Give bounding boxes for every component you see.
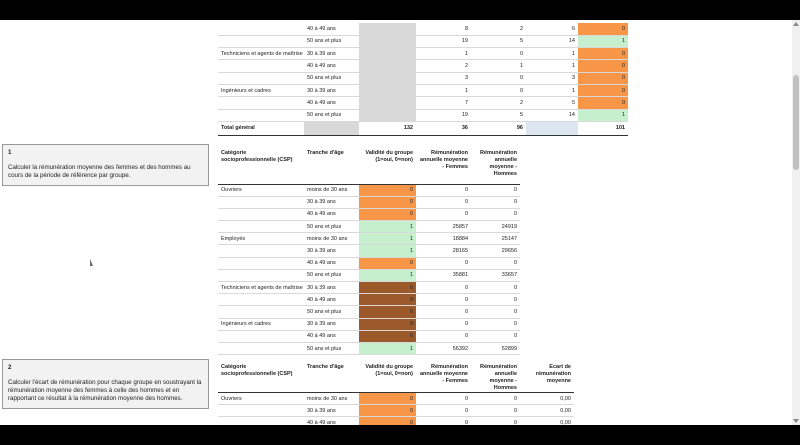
value-cell[interactable]: 3: [526, 72, 578, 84]
age-range-cell[interactable]: 30 à 39 ans: [304, 84, 359, 96]
value-cell[interactable]: 0: [359, 282, 416, 294]
value-cell[interactable]: 0: [578, 48, 628, 60]
value-cell[interactable]: 0: [416, 282, 471, 294]
table-row: [218, 393, 574, 405]
table-row: [218, 109, 628, 121]
category-cell[interactable]: [218, 208, 304, 220]
total-value-cell[interactable]: 101: [578, 121, 628, 135]
category-cell[interactable]: Employés: [218, 233, 304, 245]
value-cell[interactable]: 0: [416, 417, 471, 425]
value-cell[interactable]: 1: [526, 84, 578, 96]
category-cell[interactable]: [218, 330, 304, 342]
value-cell[interactable]: [359, 35, 416, 47]
value-cell[interactable]: 18884: [416, 233, 471, 245]
age-range-cell[interactable]: 30 à 39 ans: [304, 48, 359, 60]
table-row: [218, 23, 628, 35]
age-range-cell[interactable]: 50 ans et plus: [304, 342, 359, 354]
value-cell[interactable]: 56392: [416, 342, 471, 354]
value-cell[interactable]: 25857: [416, 221, 471, 233]
value-cell[interactable]: 0: [359, 306, 416, 318]
age-range-cell[interactable]: moins de 30 ans: [304, 233, 359, 245]
column-header[interactable]: Ecart de rémunération moyenne: [520, 364, 574, 393]
total-label[interactable]: Total général: [218, 121, 304, 135]
column-header[interactable]: Rémunération annuelle moyenne - Hommes: [471, 364, 520, 393]
instruction-box-2: [2, 359, 209, 409]
category-cell[interactable]: Techniciens et agents de maîtrise: [218, 282, 304, 294]
category-cell[interactable]: Ingénieurs et cadres: [218, 318, 304, 330]
instruction-number: 1: [8, 149, 12, 156]
age-range-cell[interactable]: 40 à 49 ans: [304, 208, 359, 220]
value-cell[interactable]: 1: [526, 60, 578, 72]
table-row: [218, 60, 628, 72]
table-row: [218, 245, 520, 257]
value-cell[interactable]: 0: [471, 417, 520, 425]
category-cell[interactable]: [218, 342, 304, 354]
age-range-cell[interactable]: 50 ans et plus: [304, 109, 359, 121]
value-cell[interactable]: [359, 72, 416, 84]
age-range-cell[interactable]: 40 à 49 ans: [304, 417, 359, 425]
scrollbar-thumb[interactable]: [793, 75, 799, 170]
category-cell[interactable]: [218, 35, 304, 47]
age-range-cell[interactable]: 40 à 49 ans: [304, 257, 359, 269]
value-cell[interactable]: 0: [578, 60, 628, 72]
column-header[interactable]: Rémunération annuelle moyenne - Femmes: [416, 150, 471, 184]
table-row: [218, 233, 520, 245]
value-cell[interactable]: 19: [416, 35, 471, 47]
value-cell[interactable]: 0: [359, 208, 416, 220]
value-cell[interactable]: 2: [471, 97, 526, 109]
value-cell[interactable]: 0,00: [520, 417, 574, 425]
value-cell[interactable]: 3: [416, 72, 471, 84]
value-cell[interactable]: 5: [471, 109, 526, 121]
instruction-box-1: [2, 144, 209, 186]
table-header-row: [218, 150, 520, 184]
value-cell[interactable]: 1: [471, 60, 526, 72]
value-cell[interactable]: [359, 97, 416, 109]
column-header[interactable]: Validité du groupe (1=oui, 0=non): [359, 150, 416, 184]
value-cell[interactable]: 14: [526, 109, 578, 121]
table-row: [218, 196, 520, 208]
category-cell[interactable]: [218, 294, 304, 306]
instruction-number: 2: [8, 364, 12, 371]
value-cell[interactable]: 35881: [416, 269, 471, 281]
value-cell[interactable]: 25147: [471, 233, 520, 245]
value-cell[interactable]: 0: [471, 196, 520, 208]
table-row: [218, 342, 520, 354]
value-cell[interactable]: 0: [471, 393, 520, 405]
table-row: [218, 330, 520, 342]
value-cell[interactable]: 0: [416, 294, 471, 306]
value-cell[interactable]: 1: [578, 35, 628, 47]
value-cell[interactable]: [359, 84, 416, 96]
category-cell[interactable]: [218, 97, 304, 109]
total-value-cell[interactable]: [526, 121, 578, 135]
value-cell[interactable]: 2: [471, 23, 526, 35]
value-cell[interactable]: 0: [471, 294, 520, 306]
table-row: [218, 72, 628, 84]
category-cell[interactable]: [218, 60, 304, 72]
value-cell[interactable]: 0: [359, 196, 416, 208]
value-cell[interactable]: 2: [416, 60, 471, 72]
table-row: [218, 84, 628, 96]
value-cell[interactable]: 0: [471, 330, 520, 342]
category-cell[interactable]: Ouvriers: [218, 393, 304, 405]
table-average-pay: [218, 150, 520, 355]
value-cell[interactable]: 0: [416, 318, 471, 330]
table-row: [218, 306, 520, 318]
value-cell[interactable]: 0: [359, 184, 416, 196]
video-letterbox-bottom: [0, 425, 800, 445]
age-range-cell[interactable]: 40 à 49 ans: [304, 294, 359, 306]
instruction-text: Calculer l'écart de rémunération pour chaque groupe en soustrayant la rémunération moyenne des femmes à celle des hommes et en rapportant ce résultat à la rémunération moyenne des hommes.: [8, 379, 202, 402]
value-cell[interactable]: 0: [416, 208, 471, 220]
value-cell[interactable]: 33657: [471, 269, 520, 281]
age-range-cell[interactable]: 40 à 49 ans: [304, 97, 359, 109]
mouse-cursor-icon: [90, 259, 93, 266]
category-cell[interactable]: [218, 306, 304, 318]
table-row: [218, 269, 520, 281]
table-row: [218, 405, 574, 417]
total-value-cell[interactable]: 132: [359, 121, 416, 135]
age-range-cell[interactable]: moins de 30 ans: [304, 393, 359, 405]
column-header[interactable]: Catégorie socioprofessionnelle (CSP): [218, 364, 304, 393]
table-row: [218, 48, 628, 60]
value-cell[interactable]: 0: [359, 330, 416, 342]
value-cell[interactable]: [359, 109, 416, 121]
age-range-cell[interactable]: moins de 30 ans: [304, 184, 359, 196]
value-cell[interactable]: 0: [578, 97, 628, 109]
value-cell[interactable]: 0: [471, 72, 526, 84]
value-cell[interactable]: 6: [526, 23, 578, 35]
age-range-cell[interactable]: 40 à 49 ans: [304, 60, 359, 72]
table-row: [218, 417, 574, 425]
table-row: [218, 282, 520, 294]
category-cell[interactable]: [218, 221, 304, 233]
table-row: [218, 35, 628, 47]
value-cell[interactable]: 1: [359, 221, 416, 233]
value-cell[interactable]: 1: [359, 245, 416, 257]
value-cell[interactable]: 0: [416, 330, 471, 342]
value-cell[interactable]: 19: [416, 109, 471, 121]
value-cell[interactable]: 0: [471, 208, 520, 220]
value-cell[interactable]: 0: [471, 318, 520, 330]
value-cell[interactable]: [359, 60, 416, 72]
vertical-scrollbar[interactable]: [792, 20, 800, 425]
age-range-cell[interactable]: 30 à 39 ans: [304, 318, 359, 330]
value-cell[interactable]: 0: [359, 393, 416, 405]
value-cell[interactable]: 14: [526, 35, 578, 47]
value-cell[interactable]: 7: [416, 97, 471, 109]
value-cell[interactable]: 29656: [471, 245, 520, 257]
category-cell[interactable]: [218, 109, 304, 121]
age-range-cell[interactable]: 40 à 49 ans: [304, 330, 359, 342]
value-cell[interactable]: 1: [578, 109, 628, 121]
table-row: [218, 257, 520, 269]
age-range-cell[interactable]: 50 ans et plus: [304, 306, 359, 318]
total-value-cell[interactable]: [304, 121, 359, 135]
age-range-cell[interactable]: 40 à 49 ans: [304, 23, 359, 35]
value-cell[interactable]: 0: [471, 257, 520, 269]
value-cell[interactable]: 28165: [416, 245, 471, 257]
age-range-cell[interactable]: 30 à 39 ans: [304, 196, 359, 208]
instruction-text: Calculer la rémunération moyenne des femmes et des hommes au cours de la période de référence par groupe.: [8, 164, 191, 179]
value-cell[interactable]: 0: [359, 318, 416, 330]
value-cell[interactable]: 0: [359, 405, 416, 417]
value-cell[interactable]: 0: [578, 72, 628, 84]
video-letterbox-top: [0, 0, 800, 20]
table-header-row: [218, 364, 574, 393]
age-range-cell[interactable]: 50 ans et plus: [304, 35, 359, 47]
value-cell[interactable]: 0: [416, 405, 471, 417]
age-range-cell[interactable]: 50 ans et plus: [304, 72, 359, 84]
value-cell[interactable]: 52899: [471, 342, 520, 354]
spreadsheet-page: [0, 20, 792, 425]
value-cell[interactable]: 0: [416, 196, 471, 208]
value-cell[interactable]: 0: [416, 393, 471, 405]
age-range-cell[interactable]: 50 ans et plus: [304, 269, 359, 281]
category-cell[interactable]: [218, 269, 304, 281]
total-value-cell[interactable]: 36: [416, 121, 471, 135]
value-cell[interactable]: 0: [578, 23, 628, 35]
category-cell[interactable]: Techniciens et agents de maîtrise: [218, 48, 304, 60]
value-cell[interactable]: 1: [359, 342, 416, 354]
column-header[interactable]: Tranche d'âge: [304, 150, 359, 184]
column-header[interactable]: Catégorie socioprofessionnelle (CSP): [218, 150, 304, 184]
table-row: [218, 318, 520, 330]
value-cell[interactable]: 1: [526, 48, 578, 60]
category-cell[interactable]: [218, 245, 304, 257]
table-row: [218, 221, 520, 233]
value-cell[interactable]: 0: [471, 282, 520, 294]
table-row: [218, 184, 520, 196]
column-header[interactable]: Rémunération annuelle moyenne - Hommes: [471, 150, 520, 184]
age-range-cell[interactable]: 30 à 39 ans: [304, 245, 359, 257]
category-cell[interactable]: [218, 23, 304, 35]
total-value-cell[interactable]: 96: [471, 121, 526, 135]
total-row: [218, 121, 628, 135]
category-cell[interactable]: [218, 196, 304, 208]
value-cell[interactable]: 0: [471, 306, 520, 318]
value-cell[interactable]: 24919: [471, 221, 520, 233]
table-row: [218, 97, 628, 109]
category-cell[interactable]: Ouvriers: [218, 184, 304, 196]
table-group-counts: [218, 23, 628, 136]
value-cell[interactable]: 0: [471, 84, 526, 96]
category-cell[interactable]: [218, 72, 304, 84]
scroll-up-icon[interactable]: [793, 22, 799, 26]
category-cell[interactable]: [218, 257, 304, 269]
value-cell[interactable]: 8: [416, 23, 471, 35]
column-header[interactable]: Tranche d'âge: [304, 364, 359, 393]
value-cell[interactable]: 0: [471, 184, 520, 196]
value-cell[interactable]: 0: [471, 405, 520, 417]
age-range-cell[interactable]: 30 à 39 ans: [304, 405, 359, 417]
table-row: [218, 294, 520, 306]
value-cell[interactable]: 0,00: [520, 405, 574, 417]
value-cell[interactable]: [359, 23, 416, 35]
value-cell[interactable]: 0: [578, 84, 628, 96]
value-cell[interactable]: 0: [416, 257, 471, 269]
category-cell[interactable]: [218, 417, 304, 425]
category-cell[interactable]: [218, 405, 304, 417]
value-cell[interactable]: 0: [416, 306, 471, 318]
value-cell[interactable]: 0: [416, 184, 471, 196]
value-cell[interactable]: 0: [359, 417, 416, 425]
value-cell[interactable]: 0: [359, 257, 416, 269]
value-cell[interactable]: 5: [471, 35, 526, 47]
value-cell[interactable]: 1: [416, 84, 471, 96]
column-header[interactable]: Rémunération annuelle moyenne - Femmes: [416, 364, 471, 393]
table-pay-gap: [218, 364, 574, 425]
value-cell[interactable]: 0,00: [520, 393, 574, 405]
value-cell[interactable]: 0: [471, 48, 526, 60]
value-cell[interactable]: 1: [359, 233, 416, 245]
category-cell[interactable]: Ingénieurs et cadres: [218, 84, 304, 96]
age-range-cell[interactable]: 50 ans et plus: [304, 221, 359, 233]
value-cell[interactable]: 1: [416, 48, 471, 60]
column-header[interactable]: Validité du groupe (1=oui, 0=non): [359, 364, 416, 393]
scroll-down-icon[interactable]: [793, 419, 799, 423]
age-range-cell[interactable]: 30 à 39 ans: [304, 282, 359, 294]
value-cell[interactable]: 1: [359, 269, 416, 281]
value-cell[interactable]: 5: [526, 97, 578, 109]
value-cell[interactable]: [359, 48, 416, 60]
value-cell[interactable]: 0: [359, 294, 416, 306]
table-row: [218, 208, 520, 220]
